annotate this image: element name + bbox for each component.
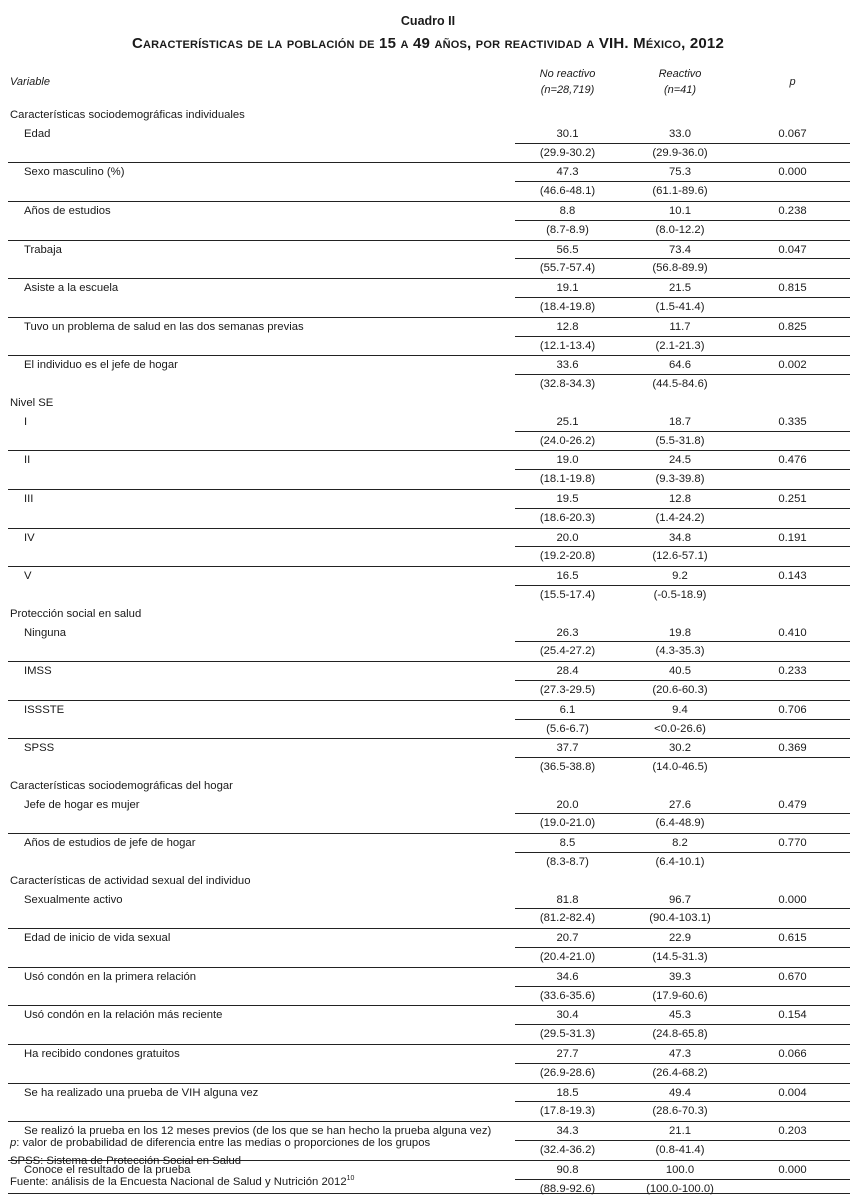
no-reactivo-ci: (8.7-8.9) bbox=[546, 223, 589, 236]
ci-line bbox=[8, 298, 850, 317]
reactivo-n: (n=41) bbox=[663, 84, 697, 96]
reactivo-ci: (24.8-65.8) bbox=[652, 1028, 708, 1041]
ci-line bbox=[8, 547, 850, 566]
reactivo-value: 21.1 bbox=[669, 1125, 691, 1138]
table-row bbox=[8, 796, 850, 834]
no-reactivo-value: 27.7 bbox=[556, 1048, 579, 1061]
p-value: 0.369 bbox=[778, 742, 807, 755]
no-reactivo-value: 12.8 bbox=[556, 320, 579, 333]
ci-line bbox=[8, 221, 850, 240]
row-label: Ha recibido condones gratuitos bbox=[24, 1048, 180, 1061]
section-header: Características sociodemográficas del hogar bbox=[10, 779, 233, 792]
row-label: Conoce el resultado de la prueba bbox=[24, 1163, 191, 1176]
no-reactivo-value: 20.7 bbox=[556, 932, 579, 945]
estimate-line bbox=[8, 318, 850, 337]
no-reactivo-ci: (36.5-38.8) bbox=[539, 761, 596, 774]
p-value: 0.706 bbox=[778, 703, 807, 716]
estimate-line bbox=[8, 968, 850, 987]
estimate-line bbox=[8, 356, 850, 375]
ci-line bbox=[8, 814, 850, 833]
no-reactivo-ci: (12.1-13.4) bbox=[539, 339, 596, 352]
no-reactivo-value: 37.7 bbox=[556, 742, 579, 755]
row-label: Años de estudios de jefe de hogar bbox=[24, 837, 196, 850]
no-reactivo-n: (n=28,719) bbox=[540, 84, 595, 96]
row-label: Sexualmente activo bbox=[24, 893, 123, 906]
reactivo-ci: (12.6-57.1) bbox=[652, 550, 708, 563]
no-reactivo-value: 20.0 bbox=[556, 798, 579, 811]
column-header-no-reactivo bbox=[515, 66, 620, 98]
no-reactivo-ci: (19.2-20.8) bbox=[539, 550, 596, 563]
row-label: Asiste a la escuela bbox=[24, 282, 119, 295]
no-reactivo-value: 81.8 bbox=[556, 893, 579, 906]
table-row bbox=[8, 891, 850, 929]
estimate-line bbox=[8, 490, 850, 509]
reactivo-value: 9.2 bbox=[672, 570, 688, 583]
p-value: 0.233 bbox=[778, 665, 807, 678]
no-reactivo-value: 18.5 bbox=[556, 1086, 579, 1099]
ci-line bbox=[8, 375, 850, 394]
no-reactivo-ci: (24.0-26.2) bbox=[539, 434, 596, 447]
no-reactivo-value: 26.3 bbox=[556, 626, 579, 639]
estimate-line bbox=[8, 163, 850, 182]
p-value: 0.047 bbox=[778, 243, 807, 256]
row-label: Usó condón en la primera relación bbox=[24, 970, 197, 983]
ci-line bbox=[8, 432, 850, 451]
row-label: Edad bbox=[24, 127, 51, 140]
source-note: Fuente: análisis de la Encuesta Nacional de Salud y Nutrición 2012 bbox=[10, 1175, 347, 1188]
footnote-spss: SPSS: Sistema de Protección Social en Salud bbox=[10, 1154, 242, 1167]
estimate-line bbox=[8, 1045, 850, 1064]
footnotes bbox=[10, 1135, 430, 1191]
reactivo-value: 96.7 bbox=[669, 893, 691, 906]
reactivo-value: 9.4 bbox=[672, 703, 688, 716]
no-reactivo-ci: (27.3-29.5) bbox=[539, 683, 596, 696]
table-row bbox=[8, 162, 850, 201]
estimate-line bbox=[8, 891, 850, 910]
reactivo-ci: <0.0-26.6) bbox=[654, 722, 706, 735]
row-label: IV bbox=[24, 531, 35, 544]
no-reactivo-value: 19.0 bbox=[556, 454, 579, 467]
table-row bbox=[8, 967, 850, 1006]
reactivo-ci: (26.4-68.2) bbox=[652, 1066, 708, 1079]
section-header: Características sociodemográficas individuales bbox=[10, 109, 245, 121]
footnote-p bbox=[10, 1135, 430, 1153]
ci-line bbox=[8, 987, 850, 1006]
table-row bbox=[8, 201, 850, 240]
table-row bbox=[8, 1005, 850, 1044]
reactivo-value: 21.5 bbox=[669, 282, 691, 295]
no-reactivo-ci: (17.8-19.3) bbox=[539, 1105, 596, 1118]
table-row bbox=[8, 738, 850, 777]
reactivo-value: 33.0 bbox=[669, 127, 691, 140]
p-value: 0.002 bbox=[778, 359, 807, 372]
p-value: 0.410 bbox=[778, 626, 807, 639]
p-value: 0.615 bbox=[778, 932, 807, 945]
reactivo-ci: (1.4-24.2) bbox=[655, 511, 705, 524]
p-value: 0.825 bbox=[778, 320, 807, 333]
estimate-line bbox=[8, 662, 850, 681]
no-reactivo-ci: (29.9-30.2) bbox=[539, 146, 596, 159]
reactivo-value: 27.6 bbox=[669, 798, 691, 811]
reactivo-ci: (61.1-89.6) bbox=[652, 185, 708, 198]
ci-line bbox=[8, 758, 850, 777]
row-label: Años de estudios bbox=[24, 204, 111, 217]
section-header: Protección social en salud bbox=[10, 607, 142, 620]
no-reactivo-ci: (25.4-27.2) bbox=[539, 645, 596, 658]
no-reactivo-ci: (5.6-6.7) bbox=[546, 722, 589, 735]
estimate-line bbox=[8, 125, 850, 144]
p-value: 0.479 bbox=[778, 798, 807, 811]
table-row bbox=[8, 661, 850, 700]
reactivo-value: 49.4 bbox=[669, 1086, 691, 1099]
row-label: Edad de inicio de vida sexual bbox=[24, 932, 171, 945]
no-reactivo-ci: (18.4-19.8) bbox=[539, 300, 596, 313]
ci-line bbox=[8, 1025, 850, 1044]
reactivo-ci: (2.1-21.3) bbox=[655, 339, 705, 352]
estimate-line bbox=[8, 796, 850, 815]
reactivo-value: 75.3 bbox=[669, 166, 691, 179]
no-reactivo-label: No reactivo bbox=[539, 68, 596, 80]
estimate-line bbox=[8, 1006, 850, 1025]
p-value: 0.770 bbox=[778, 837, 807, 850]
row-label: Se realizó la prueba en los 12 meses previos (de los que se han hecho la prueba alguna vez) bbox=[24, 1125, 492, 1138]
table-row bbox=[8, 450, 850, 489]
reactivo-value: 73.4 bbox=[669, 243, 691, 256]
ci-line bbox=[8, 337, 850, 356]
ci-line bbox=[8, 182, 850, 201]
table-row bbox=[8, 1044, 850, 1083]
no-reactivo-ci: (19.0-21.0) bbox=[539, 817, 596, 830]
section-header: Nivel SE bbox=[10, 396, 54, 409]
no-reactivo-value: 47.3 bbox=[556, 166, 579, 179]
row-label: III bbox=[24, 492, 34, 505]
no-reactivo-value: 16.5 bbox=[556, 570, 579, 583]
reactivo-value: 100.0 bbox=[665, 1163, 695, 1176]
table-row bbox=[8, 700, 850, 739]
estimate-line bbox=[8, 739, 850, 758]
no-reactivo-value: 28.4 bbox=[556, 665, 579, 678]
section-header: Características de actividad sexual del individuo bbox=[10, 874, 251, 887]
reactivo-value: 40.5 bbox=[669, 665, 691, 678]
no-reactivo-value: 8.5 bbox=[559, 837, 576, 850]
ci-line bbox=[8, 642, 850, 661]
p-value: 0.335 bbox=[778, 415, 807, 428]
p-value: 0.004 bbox=[778, 1086, 807, 1099]
reactivo-value: 47.3 bbox=[669, 1048, 691, 1061]
no-reactivo-ci: (18.6-20.3) bbox=[539, 511, 596, 524]
reactivo-ci: (90.4-103.1) bbox=[649, 912, 711, 925]
reactivo-ci: (14.0-46.5) bbox=[652, 761, 708, 774]
ci-line bbox=[8, 259, 850, 278]
p-value: 0.191 bbox=[778, 531, 807, 544]
p-symbol: p bbox=[10, 1137, 17, 1149]
ci-line bbox=[8, 909, 850, 928]
reactivo-value: 19.8 bbox=[669, 626, 691, 639]
estimate-line bbox=[8, 413, 850, 432]
p-value: 0.203 bbox=[778, 1125, 807, 1138]
reactivo-ci: (8.0-12.2) bbox=[655, 223, 705, 236]
reactivo-value: 10.1 bbox=[669, 204, 691, 217]
no-reactivo-ci: (20.4-21.0) bbox=[539, 951, 596, 964]
reactivo-value: 30.2 bbox=[669, 742, 691, 755]
no-reactivo-ci: (55.7-57.4) bbox=[539, 262, 596, 275]
reactivo-value: 64.6 bbox=[669, 359, 691, 372]
no-reactivo-value: 20.0 bbox=[556, 531, 579, 544]
reactivo-value: 18.7 bbox=[669, 415, 691, 428]
source-ref: 10 bbox=[346, 1175, 355, 1182]
reactivo-ci: (-0.5-18.9) bbox=[653, 588, 707, 601]
reactivo-value: 34.8 bbox=[669, 531, 691, 544]
no-reactivo-ci: (32.8-34.3) bbox=[539, 378, 596, 391]
row-label: Tuvo un problema de salud en las dos semanas previas bbox=[24, 320, 304, 333]
ci-line bbox=[8, 1102, 850, 1121]
estimate-line bbox=[8, 451, 850, 470]
p-value: 0.000 bbox=[778, 1163, 807, 1176]
reactivo-ci: (0.8-41.4) bbox=[655, 1144, 705, 1157]
row-label: II bbox=[24, 454, 31, 467]
no-reactivo-value: 56.5 bbox=[556, 243, 579, 256]
no-reactivo-value: 19.5 bbox=[556, 492, 579, 505]
no-reactivo-value: 19.1 bbox=[556, 282, 579, 295]
no-reactivo-value: 33.6 bbox=[556, 359, 579, 372]
estimate-line bbox=[8, 834, 850, 853]
table-row bbox=[8, 240, 850, 279]
reactivo-ci: (5.5-31.8) bbox=[655, 434, 705, 447]
table-number: Cuadro II bbox=[400, 14, 456, 28]
reactivo-ci: (1.5-41.4) bbox=[655, 300, 705, 313]
p-value: 0.000 bbox=[778, 893, 807, 906]
reactivo-value: 22.9 bbox=[669, 932, 691, 945]
bottom-rule bbox=[8, 1193, 850, 1194]
p-value: 0.067 bbox=[778, 127, 807, 140]
ci-line bbox=[8, 1064, 850, 1083]
estimate-line bbox=[8, 202, 850, 221]
row-label: Trabaja bbox=[24, 243, 62, 256]
p-value: 0.143 bbox=[778, 570, 807, 583]
ci-line bbox=[8, 948, 850, 967]
no-reactivo-ci: (8.3-8.7) bbox=[546, 856, 589, 869]
table-title: Características de la población de 15 a 49 años, por reactividad a VIH. México, 2012 bbox=[131, 35, 724, 52]
estimate-line bbox=[8, 567, 850, 586]
reactivo-ci: (100.0-100.0) bbox=[646, 1182, 714, 1195]
estimate-line bbox=[8, 529, 850, 548]
no-reactivo-value: 90.8 bbox=[556, 1163, 579, 1176]
estimate-line bbox=[8, 701, 850, 720]
reactivo-ci: (17.9-60.6) bbox=[652, 989, 708, 1002]
reactivo-value: 11.7 bbox=[669, 320, 691, 333]
no-reactivo-ci: (26.9-28.6) bbox=[539, 1066, 596, 1079]
no-reactivo-ci: (81.2-82.4) bbox=[539, 912, 596, 925]
table-row bbox=[8, 125, 850, 163]
data-table bbox=[8, 106, 850, 1198]
row-label: El individuo es el jefe de hogar bbox=[24, 359, 178, 372]
row-label: Se ha realizado una prueba de VIH alguna vez bbox=[24, 1086, 259, 1099]
reactivo-ci: (56.8-89.9) bbox=[652, 262, 708, 275]
no-reactivo-value: 25.1 bbox=[556, 415, 579, 428]
reactivo-ci: (44.5-84.6) bbox=[652, 378, 708, 391]
no-reactivo-value: 6.1 bbox=[559, 703, 576, 716]
p-value: 0.815 bbox=[778, 282, 807, 295]
reactivo-label: Reactivo bbox=[658, 68, 702, 80]
estimate-line bbox=[8, 279, 850, 298]
row-label: Sexo masculino (%) bbox=[24, 166, 125, 179]
reactivo-value: 12.8 bbox=[669, 492, 691, 505]
p-note: : valor de probabilidad de diferencia entre las medias o proporciones de los grupos bbox=[16, 1137, 431, 1149]
table-row bbox=[8, 413, 850, 451]
row-label: Jefe de hogar es mujer bbox=[24, 798, 140, 811]
row-label: Ninguna bbox=[24, 626, 67, 639]
table-row bbox=[8, 833, 850, 872]
no-reactivo-ci: (88.9-92.6) bbox=[539, 1182, 596, 1195]
reactivo-ci: (9.3-39.8) bbox=[655, 473, 705, 486]
estimate-line bbox=[8, 929, 850, 948]
ci-line bbox=[8, 144, 850, 163]
table-row bbox=[8, 489, 850, 528]
table-row bbox=[8, 566, 850, 605]
table-row bbox=[8, 528, 850, 567]
no-reactivo-ci: (33.6-35.6) bbox=[539, 989, 596, 1002]
no-reactivo-value: 8.8 bbox=[559, 204, 576, 217]
row-label: I bbox=[24, 415, 28, 428]
reactivo-ci: (28.6-70.3) bbox=[652, 1105, 708, 1118]
no-reactivo-value: 34.3 bbox=[556, 1125, 579, 1138]
no-reactivo-ci: (29.5-31.3) bbox=[539, 1028, 596, 1041]
p-value: 0.251 bbox=[778, 492, 807, 505]
row-label: IMSS bbox=[24, 665, 52, 678]
ci-line bbox=[8, 681, 850, 700]
table-row bbox=[8, 928, 850, 967]
no-reactivo-value: 30.1 bbox=[556, 127, 579, 140]
p-value: 0.476 bbox=[778, 454, 807, 467]
reactivo-ci: (6.4-10.1) bbox=[655, 856, 705, 869]
footnote-source bbox=[10, 1170, 430, 1191]
reactivo-value: 45.3 bbox=[669, 1009, 691, 1022]
p-value: 0.154 bbox=[778, 1009, 807, 1022]
table-row bbox=[8, 624, 850, 662]
no-reactivo-ci: (18.1-19.8) bbox=[539, 473, 596, 486]
ci-line bbox=[8, 720, 850, 739]
ci-line bbox=[8, 853, 850, 872]
p-value: 0.000 bbox=[778, 166, 807, 179]
estimate-line bbox=[8, 241, 850, 260]
estimate-line bbox=[8, 1084, 850, 1103]
reactivo-ci: (14.5-31.3) bbox=[652, 951, 708, 964]
reactivo-value: 24.5 bbox=[669, 454, 691, 467]
reactivo-value: 39.3 bbox=[669, 970, 691, 983]
ci-line bbox=[8, 470, 850, 489]
no-reactivo-ci: (46.6-48.1) bbox=[539, 185, 596, 198]
reactivo-ci: (29.9-36.0) bbox=[652, 146, 708, 159]
column-header-p: p bbox=[789, 76, 796, 88]
ci-line bbox=[8, 586, 850, 605]
table-row bbox=[8, 317, 850, 356]
no-reactivo-value: 30.4 bbox=[556, 1009, 579, 1022]
row-label: SPSS bbox=[24, 742, 55, 755]
table-row bbox=[8, 278, 850, 317]
reactivo-ci: (20.6-60.3) bbox=[652, 683, 708, 696]
row-label: V bbox=[24, 570, 32, 583]
no-reactivo-ci: (32.4-36.2) bbox=[539, 1144, 596, 1157]
reactivo-value: 8.2 bbox=[672, 837, 688, 850]
p-value: 0.238 bbox=[778, 204, 807, 217]
ci-line bbox=[8, 509, 850, 528]
reactivo-ci: (4.3-35.3) bbox=[655, 645, 705, 658]
column-header-variable: Variable bbox=[10, 76, 50, 88]
no-reactivo-ci: (15.5-17.4) bbox=[539, 588, 596, 601]
reactivo-ci: (6.4-48.9) bbox=[655, 817, 705, 830]
column-header-reactivo bbox=[620, 66, 740, 98]
no-reactivo-value: 34.6 bbox=[556, 970, 579, 983]
estimate-line bbox=[8, 624, 850, 643]
table-row bbox=[8, 355, 850, 394]
table-row bbox=[8, 1083, 850, 1122]
p-value: 0.670 bbox=[778, 970, 807, 983]
row-label: Usó condón en la relación más reciente bbox=[24, 1009, 223, 1022]
row-label: ISSSTE bbox=[24, 703, 65, 716]
p-value: 0.066 bbox=[778, 1048, 807, 1061]
